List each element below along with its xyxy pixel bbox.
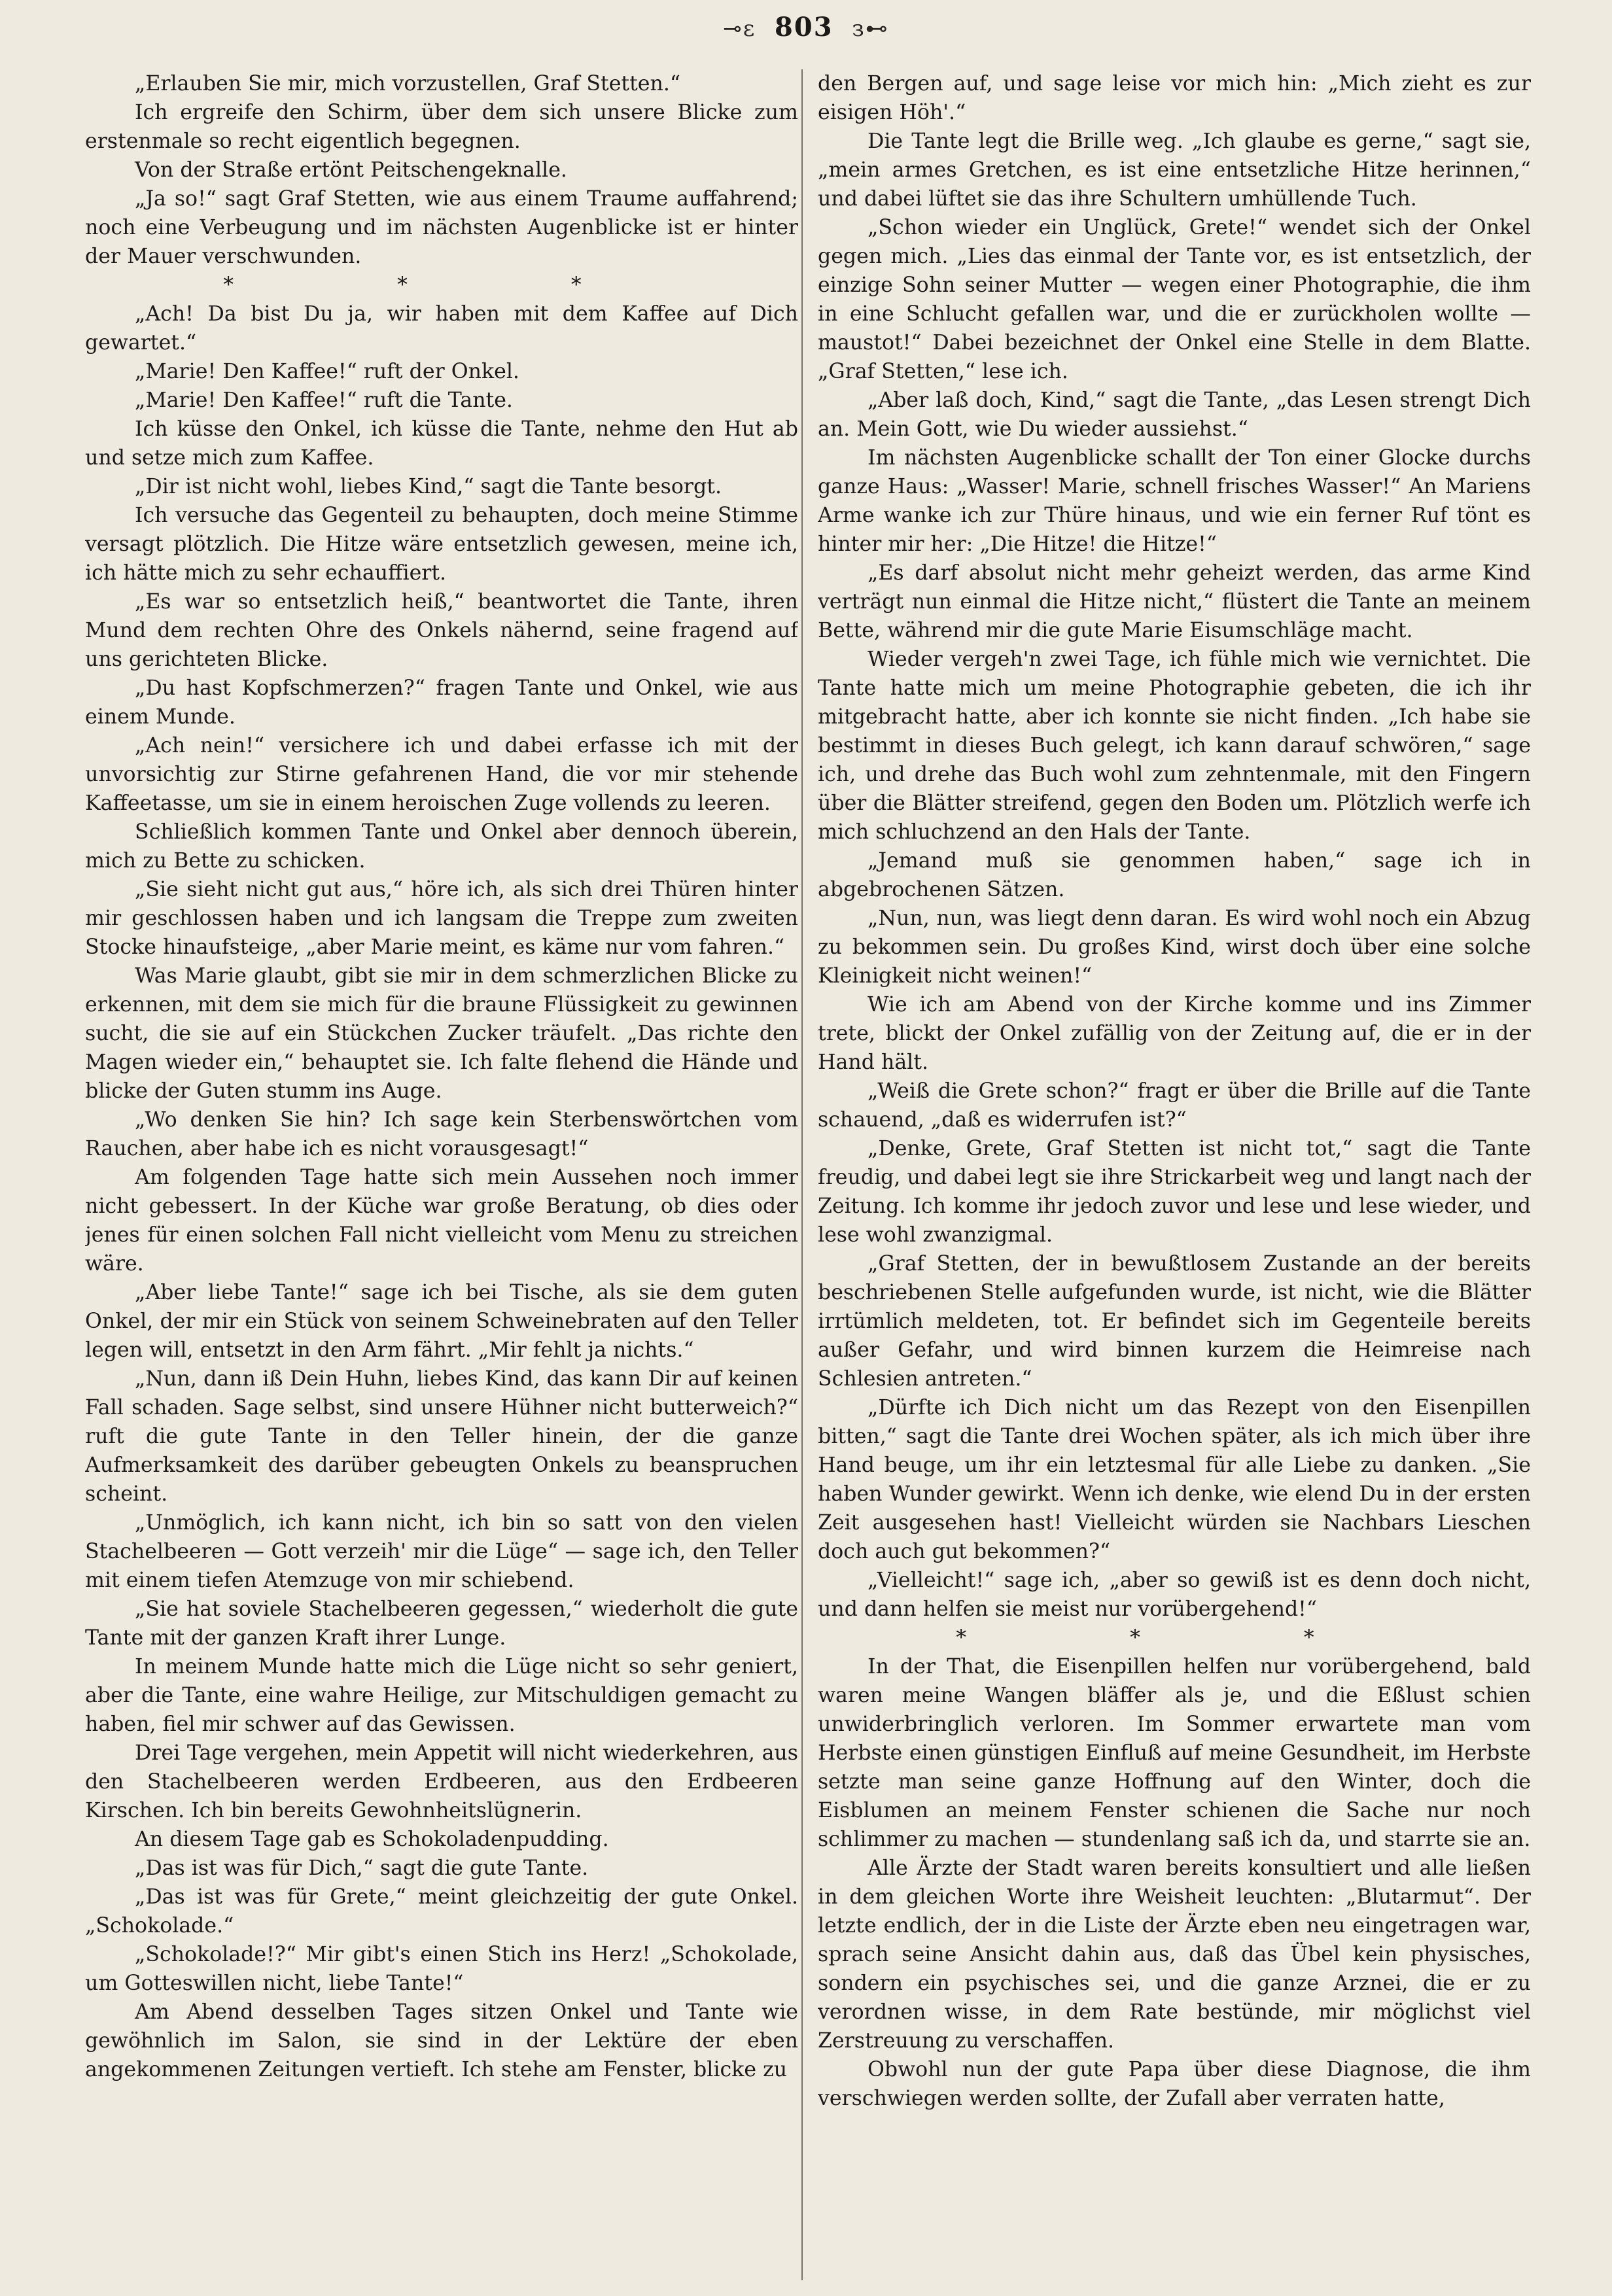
paragraph: „Das ist was für Grete,“ meint gleichzeitig der gute Onkel. „Schokolade.“ bbox=[85, 1885, 798, 1938]
ornament-left-icon: ⊸ε bbox=[723, 16, 756, 42]
paragraph: „Das ist was für Dich,“ sagt die gute Tante. bbox=[135, 1856, 589, 1880]
paragraph: „Sie hat soviele Stachelbeeren gegessen,“ wiederholt die gute Tante mit der ganzen Kraft ihrer Lunge. bbox=[85, 1597, 798, 1650]
section-separator: * * * bbox=[956, 1626, 1393, 1650]
page-number: 803 bbox=[775, 12, 833, 43]
paragraph: Obwohl nun der gute Papa über diese Diagnose, die ihm verschwiegen werden sollte, der Zufall aber verraten hatte, bbox=[818, 2058, 1531, 2110]
paragraph: Am folgenden Tage hatte sich mein Aussehen noch immer nicht gebessert. In der Küche war große Beratung, ob dies oder jenes für einen solchen Fall nicht vielleicht vom Menu zu streichen wäre. bbox=[85, 1166, 798, 1276]
paragraph: „Jemand muß sie genommen haben,“ sage ich in abgebrochenen Sätzen. bbox=[818, 849, 1531, 901]
paragraph: Schließlich kommen Tante und Onkel aber dennoch überein, mich zu Bette zu schicken. bbox=[85, 820, 798, 873]
paragraph: „Aber laß doch, Kind,“ sagt die Tante, „das Lesen strengt Dich an. Mein Gott, wie Du wieder aussiehst.“ bbox=[818, 389, 1531, 441]
paragraph: „Du hast Kopfschmerzen?“ fragen Tante und Onkel, wie aus einem Munde. bbox=[85, 676, 798, 729]
paragraph: „Schokolade!?“ Mir gibt's einen Stich ins Herz! „Schokolade, um Gotteswillen nicht, liebe Tante!“ bbox=[85, 1943, 798, 1995]
paragraph: Die Tante legt die Brille weg. „Ich glaube es gerne,“ sagt sie, „mein armes Gretchen, es ist eine entsetzliche Hitze herinnen,“ und dabei lüftet sie das ihre Schultern umhüllende Tuch. bbox=[818, 130, 1531, 211]
paragraph: „Weiß die Grete schon?“ fragt er über die Brille auf die Tante schauend, „daß es widerrufen ist?“ bbox=[818, 1079, 1531, 1132]
paragraph: „Es darf absolut nicht mehr geheizt werden, das arme Kind verträgt nun einmal die Hitze nicht,“ flüstert die Tante an meinem Bette, während mir die gute Marie Eisumschläge macht. bbox=[818, 561, 1531, 642]
paragraph: „Wo denken Sie hin? Ich sage kein Sterbenswörtchen vom Rauchen, aber habe ich es nicht vorausgesagt!“ bbox=[85, 1108, 798, 1160]
paragraph: „Sie sieht nicht gut aus,“ höre ich, als sich drei Thüren hinter mir geschlossen haben und ich langsam die Treppe zum zweiten Stocke hinaufsteige, „aber Marie meint, es käme nur vom fahren.“ bbox=[85, 878, 798, 959]
right-column bbox=[818, 69, 1531, 2280]
paragraph: „Schon wieder ein Unglück, Grete!“ wendet sich der Onkel gegen mich. „Lies das einmal der Tante vor, es ist entsetzlich, der einzige Sohn seiner Mutter — wegen einer Photographie, die ihm in eine Schlucht gefallen war, und die er zurückholen wollte — maustot!“ Dabei bezeichnet der Onkel eine Stelle in dem Blatte. „Graf Stetten,“ lese ich. bbox=[818, 216, 1531, 383]
paragraph: In der That, die Eisenpillen helfen nur vorübergehend, bald waren meine Wangen bläffer als je, und die Eßlust schien unwiderbringlich verloren. Im Sommer erwartete man vom Herbste einen günstigen Einfluß auf meine Gesundheit, im Herbste setzte man seine ganze Hoffnung auf den Winter, doch die Eisblumen an meinem Fenster schienen die Sache nur noch schlimmer zu machen — stundenlang saß ich da, und starrte sie an. bbox=[818, 1655, 1531, 1851]
page-header bbox=[0, 12, 1612, 51]
paragraph: „Marie! Den Kaffee!“ ruft der Onkel. bbox=[135, 360, 519, 383]
paragraph: „Marie! Den Kaffee!“ ruft die Tante. bbox=[135, 389, 513, 412]
paragraph: „Dürfte ich Dich nicht um das Rezept von den Eisenpillen bitten,“ sagt die Tante drei Wochen später, als ich mich über ihre Hand beuge, um ihr ein letztesmal für alle Liebe zu danken. „Sie haben Wunder gewirkt. Wenn ich denke, wie elend Du in der ersten Zeit ausgesehen hast! Vielleicht würden sie Nachbars Lieschen doch auch gut bekommen?“ bbox=[818, 1396, 1531, 1563]
column-divider bbox=[801, 69, 803, 2280]
paragraph-continued: den Bergen auf, und sage leise vor mich hin: „Mich zieht es zur eisigen Höh'.“ bbox=[818, 72, 1531, 124]
paragraph: „Dir ist nicht wohl, liebes Kind,“ sagt die Tante besorgt. bbox=[135, 475, 722, 498]
paragraph: Alle Ärzte der Stadt waren bereits konsultiert und alle ließen in dem gleichen Worte ihre Weisheit leuchten: „Blutarmut“. Der letzte endlich, der in die Liste der Ärzte eben neu eingetragen war, sprach seine Ansicht dahin aus, daß das Übel kein physisches, sondern ein psychisches sei, und die ganze Arznei, die er zu verordnen wisse, in dem Rate bestünde, mir möglichst viel Zerstreuung zu verschaffen. bbox=[818, 1856, 1531, 2053]
ornament-right-icon: з⊷ bbox=[852, 16, 889, 42]
paragraph: „Nun, nun, was liegt denn daran. Es wird wohl noch ein Abzug zu bekommen sein. Du großes Kind, wirst doch über eine solche Kleinigkeit nicht weinen!“ bbox=[818, 907, 1531, 988]
paragraph: „Ach! Da bist Du ja, wir haben mit dem Kaffee auf Dich gewartet.“ bbox=[85, 302, 798, 355]
paragraph: „Erlauben Sie mir, mich vorzustellen, Graf Stetten.“ bbox=[135, 72, 681, 96]
paragraph: Ich versuche das Gegenteil zu behaupten, doch meine Stimme versagt plötzlich. Die Hitze wäre entsetzlich gewesen, meine ich, ich hätte mich zu sehr echauffiert. bbox=[85, 504, 798, 585]
paragraph: Wieder vergeh'n zwei Tage, ich fühle mich wie vernichtet. Die Tante hatte mich um meine Photographie gebeten, die ich ihr mitgebracht hatte, aber ich konnte sie nicht finden. „Ich habe sie bestimmt in dieses Buch gelegt, ich kann darauf schwören,“ sage ich, und drehe das Buch wohl zum zehntenmale, mit den Fingern über die Blätter streifend, gegen den Boden um. Plötzlich werfe ich mich schluchzend an den Hals der Tante. bbox=[818, 648, 1531, 844]
paragraph: Drei Tage vergehen, mein Appetit will nicht wiederkehren, aus den Stachelbeeren werden Erdbeeren, aus den Erdbeeren Kirschen. Ich bin bereits Gewohnheitslügnerin. bbox=[85, 1741, 798, 1822]
paragraph: Von der Straße ertönt Peitschengeknalle. bbox=[135, 158, 567, 182]
paragraph: An diesem Tage gab es Schokoladenpudding. bbox=[135, 1828, 609, 1851]
paragraph: „Ach nein!“ versichere ich und dabei erfasse ich mit der unvorsichtig zur Stirne gefahrenen Hand, die vor mir stehende Kaffeetasse, um sie in einem heroischen Zuge vollends zu leeren. bbox=[85, 734, 798, 815]
paragraph: Im nächsten Augenblicke schallt der Ton einer Glocke durchs ganze Haus: „Wasser! Marie, schnell frisches Wasser!“ An Mariens Arme wanke ich zur Thüre hinaus, und wie ein ferner Ruf tönt es hinter mir her: „Die Hitze! die Hitze!“ bbox=[818, 446, 1531, 556]
paragraph: „Aber liebe Tante!“ sage ich bei Tische, als sie dem guten Onkel, der mir ein Stück von seinem Schweinebraten auf den Teller legen will, entsetzt in den Arm fährt. „Mir fehlt ja nichts.“ bbox=[85, 1281, 798, 1362]
paragraph: In meinem Munde hatte mich die Lüge nicht so sehr geniert, aber die Tante, eine wahre Heilige, zur Mitschuldigen gemacht zu haben, fiel mir schwer auf das Gewissen. bbox=[85, 1655, 798, 1736]
section-separator: * * * bbox=[223, 273, 660, 297]
paragraph: „Graf Stetten, der in bewußtlosem Zustande an der bereits beschriebenen Stelle aufgefunden wurde, ist nicht, wie die Blätter irrtümlich meldeten, tot. Er befindet sich im Gegenteile bereits außer Gefahr, und wird binnen kurzem die Heimreise nach Schlesien antreten.“ bbox=[818, 1252, 1531, 1391]
paragraph: „Denke, Grete, Graf Stetten ist nicht tot,“ sagt die Tante freudig, und dabei legt sie ihre Strickarbeit weg und langt nach der Zeitung. Ich komme ihr jedoch zuvor und lese und lese wieder, und lese wohl zwanzigmal. bbox=[818, 1137, 1531, 1247]
paragraph: „Es war so entsetzlich heiß,“ beantwortet die Tante, ihren Mund dem rechten Ohre des Onkels nähernd, seine fragend auf uns gerichteten Blicke. bbox=[85, 590, 798, 671]
paragraph: Ich küsse den Onkel, ich küsse die Tante, nehme den Hut ab und setze mich zum Kaffee. bbox=[85, 417, 798, 470]
paragraph: „Nun, dann iß Dein Huhn, liebes Kind, das kann Dir auf keinen Fall schaden. Sage selbst, sind unsere Hühner nicht butterweich?“ ruft die gute Tante in den Teller hinein, der die ganze Aufmerksamkeit des darüber gebeugten Onkels zu beanspruchen scheint. bbox=[85, 1367, 798, 1506]
paragraph: „Vielleicht!“ sage ich, „aber so gewiß ist es denn doch nicht, und dann helfen sie meist nur vorübergehend!“ bbox=[818, 1569, 1531, 1621]
paragraph: Am Abend desselben Tages sitzen Onkel und Tante wie gewöhnlich im Salon, sie sind in der Lektüre der eben angekommenen Zeitungen vertieft. Ich stehe am Fenster, blicke zu bbox=[85, 2000, 798, 2081]
paragraph: „Ja so!“ sagt Graf Stetten, wie aus einem Traume auffahrend; noch eine Verbeugung und im nächsten Augenblicke ist er hinter der Mauer verschwunden. bbox=[85, 187, 798, 268]
paragraph: Ich ergreife den Schirm, über dem sich unsere Blicke zum erstenmale so recht eigentlich begegnen. bbox=[85, 101, 798, 153]
paragraph: Wie ich am Abend von der Kirche komme und ins Zimmer trete, blickt der Onkel zufällig von der Zeitung auf, die er in der Hand hält. bbox=[818, 993, 1531, 1074]
left-column bbox=[85, 69, 798, 2280]
paragraph: Was Marie glaubt, gibt sie mir in dem schmerzlichen Blicke zu erkennen, mit dem sie mich für die braune Flüssigkeit zu gewinnen sucht, die sie auf ein Stückchen Zucker träufelt. „Das richte den Magen wieder ein,“ behauptet sie. Ich falte flehend die Hände und blicke der Guten stumm ins Auge. bbox=[85, 964, 798, 1103]
paragraph: „Unmöglich, ich kann nicht, ich bin so satt von den vielen Stachelbeeren — Gott verzeih' mir die Lüge“ — sage ich, den Teller mit einem tiefen Atemzuge von mir schiebend. bbox=[85, 1511, 798, 1592]
